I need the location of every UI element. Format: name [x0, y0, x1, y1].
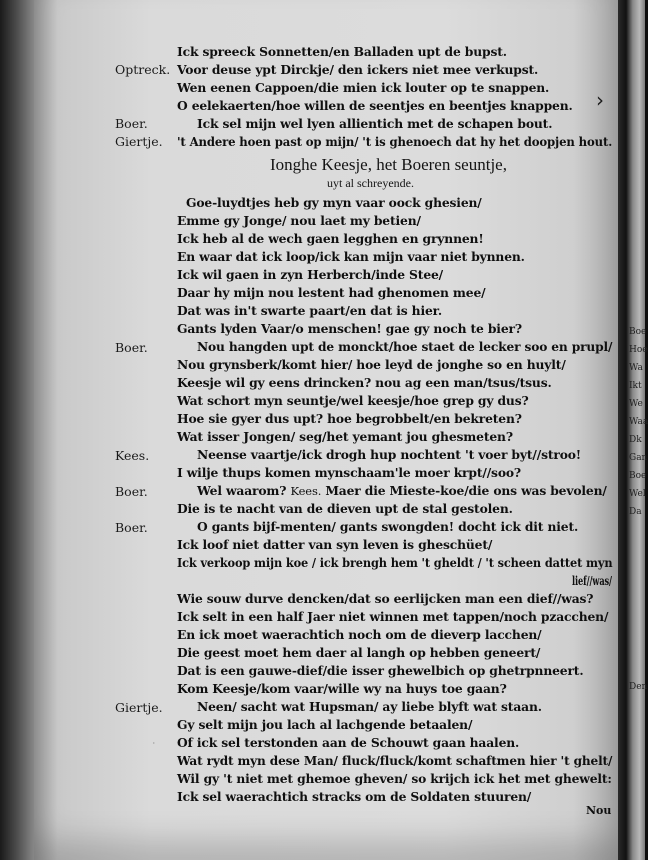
speaker-label: Boer. — [115, 484, 148, 499]
next-page-margin-fragment: Gan — [629, 453, 648, 463]
speaker-label: Giertje. — [115, 134, 163, 149]
next-page-margin-fragment: Ikt — [629, 381, 642, 391]
verse-line: Of ick sel terstonden aan de Schouwt gaan haalen. — [177, 735, 520, 750]
verse-line: Die is te nacht van de dieven upt de stal gestolen. — [177, 501, 513, 516]
next-page-margin-fragment: Waa — [629, 417, 648, 427]
verse-line: Neen/ sacht wat Hupsman/ ay liebe blyft wat staan. — [197, 699, 542, 714]
verse-line: O gants bijf-menten/ gants swongden! docht ick dit niet. — [197, 519, 579, 534]
verse-line: Die geest moet hem daer al langh op hebben geneert/ — [177, 645, 541, 660]
verse-line: Nou hangden upt de monckt/hoe staet de lecker soo en prupl/ — [197, 339, 613, 354]
next-page-edge — [618, 0, 648, 860]
verse-line: I wilje thups komen mynschaam'le moer krpt//soo? — [177, 465, 521, 480]
verse-line: Wat rydt myn dese Man/ fluck/fluck/komt schaftmen hier 't ghelt/ — [177, 753, 613, 768]
inline-speaker-label: Kees. — [290, 484, 322, 498]
verse-line: Goe-luydtjes heb gy myn vaar oock ghesien/ — [186, 195, 482, 210]
verse-line: Wat schort myn seuntje/wel keesje/hoe grep gy dus? — [177, 393, 529, 408]
next-page-margin-fragment: Wel — [629, 489, 646, 499]
section-subheading: uyt al schreyende. — [327, 176, 414, 190]
speaker-label: Boer. — [115, 116, 148, 131]
verse-line: Gy selt mijn jou lach al lachgende betaalen/ — [177, 717, 473, 732]
verse-line: Kom Keesje/kom vaar/wille wy na huys toe gaan? — [177, 681, 507, 696]
next-page-margin-fragment: Wa — [629, 363, 643, 373]
catchword: Nou — [586, 804, 612, 817]
verse-line: Emme gy Jonge/ nou laet my betien/ — [177, 213, 421, 228]
verse-line: Voor deuse ypt Dirckje/ den ickers niet mee verkupst. — [177, 62, 539, 77]
verse-line: Dat was in't swarte paart/en dat is hier. — [177, 303, 442, 318]
verse-line: Daar hy mijn nou lestent had ghenomen mee/ — [177, 285, 486, 300]
verse-line: Wen eenen Cappoen/die mien ick louter op te snappen. — [177, 80, 550, 95]
next-page-margin-fragment: Boe — [629, 471, 647, 481]
verse-line: Ick selt in een half Jaer niet winnen met tappen/noch pzacchen/ — [177, 609, 609, 624]
verse-line: 't Andere hoen past op mijn/ 't is ghenoech dat hy het doopjen hout. — [177, 134, 613, 149]
next-page-margin-fragment: We — [629, 399, 643, 409]
verse-line: O eelekaerten/hoe willen de seentjes en beentjes knappen. — [177, 98, 573, 113]
verse-line: Ick verkoop mijn koe / ick brengh hem 't gheldt / 't scheen dattet myn — [177, 555, 613, 570]
verse-line: En ick moet waerachtich noch om de dieverp lacchen/ — [177, 627, 542, 642]
verse-line: Ick spreeck Sonnetten/en Balladen upt de bupst. — [177, 44, 507, 59]
speaker-label: Giertje. — [115, 700, 163, 715]
next-page-margin-fragment: Da — [629, 507, 642, 517]
next-page-margin-fragment: Boe — [629, 327, 647, 337]
verse-line: Ick sel mijn wel lyen allientich met de schapen bout. — [197, 116, 553, 131]
verse-line: En waar dat ick loop/ick kan mijn vaar niet bynnen. — [177, 249, 525, 264]
speaker-label: Boer. — [115, 520, 148, 535]
next-page-fragment: Den — [629, 682, 648, 692]
verse-line-with-inline-speaker — [197, 483, 607, 498]
next-page-margin-fragment: Dk — [629, 435, 642, 445]
verse-line: Hoe sie gyer dus upt? hoe begrobbelt/en bekreten? — [177, 411, 522, 426]
verse-line: Wie souw durve dencken/dat so eerlijcken man een dief//was? — [177, 591, 594, 606]
book-page — [34, 0, 620, 860]
verse-fragment: Maer die Mieste-koe/die ons was bevolen/ — [325, 483, 607, 498]
next-page-margin-fragment: Hoe — [629, 345, 648, 355]
verse-line-continuation: lief//was/ — [572, 573, 612, 588]
verse-line: Nou grynsberk/komt hier/ hoe leyd de jonghe so en huylt/ — [177, 357, 566, 372]
verse-line: Wat isser Jongen/ seg/het yemant jou ghesmeten? — [177, 429, 513, 444]
section-heading: Ionghe Keesje, het Boeren seuntje, — [270, 155, 507, 174]
speaker-label: Optreck. — [115, 62, 171, 77]
verse-line: Wil gy 't niet met ghemoe gheven/ so krijch ick het met ghewelt: — [177, 771, 612, 786]
faint-show-through-mark: ‧ — [152, 737, 156, 750]
verse-line: Ick wil gaen in zyn Herberch/inde Stee/ — [177, 267, 444, 282]
verse-line: Neense vaartje/ick drogh hup nochtent 't voer byt//stroo! — [197, 447, 582, 462]
verse-line: Gants lyden Vaar/o menschen! gae gy noch te bier? — [177, 321, 522, 336]
verse-line: Ick heb al de wech gaen legghen en grynnen! — [177, 231, 484, 246]
margin-bracket-mark: › — [596, 88, 604, 112]
verse-line: Ick sel waerachtich stracks om de Soldaten stuuren/ — [177, 789, 532, 804]
verse-line: Ick loof niet datter van syn leven is gheschüet/ — [177, 537, 493, 552]
speaker-label: Kees. — [115, 448, 150, 463]
speaker-label: Boer. — [115, 340, 148, 355]
verse-line: Dat is een gauwe-dief/die isser ghewelbich op ghetrpnneert. — [177, 663, 584, 678]
verse-line: Keesje wil gy eens drincken? nou ag een man/tsus/tsus. — [177, 375, 552, 390]
verse-fragment: Wel waarom? — [197, 483, 287, 498]
